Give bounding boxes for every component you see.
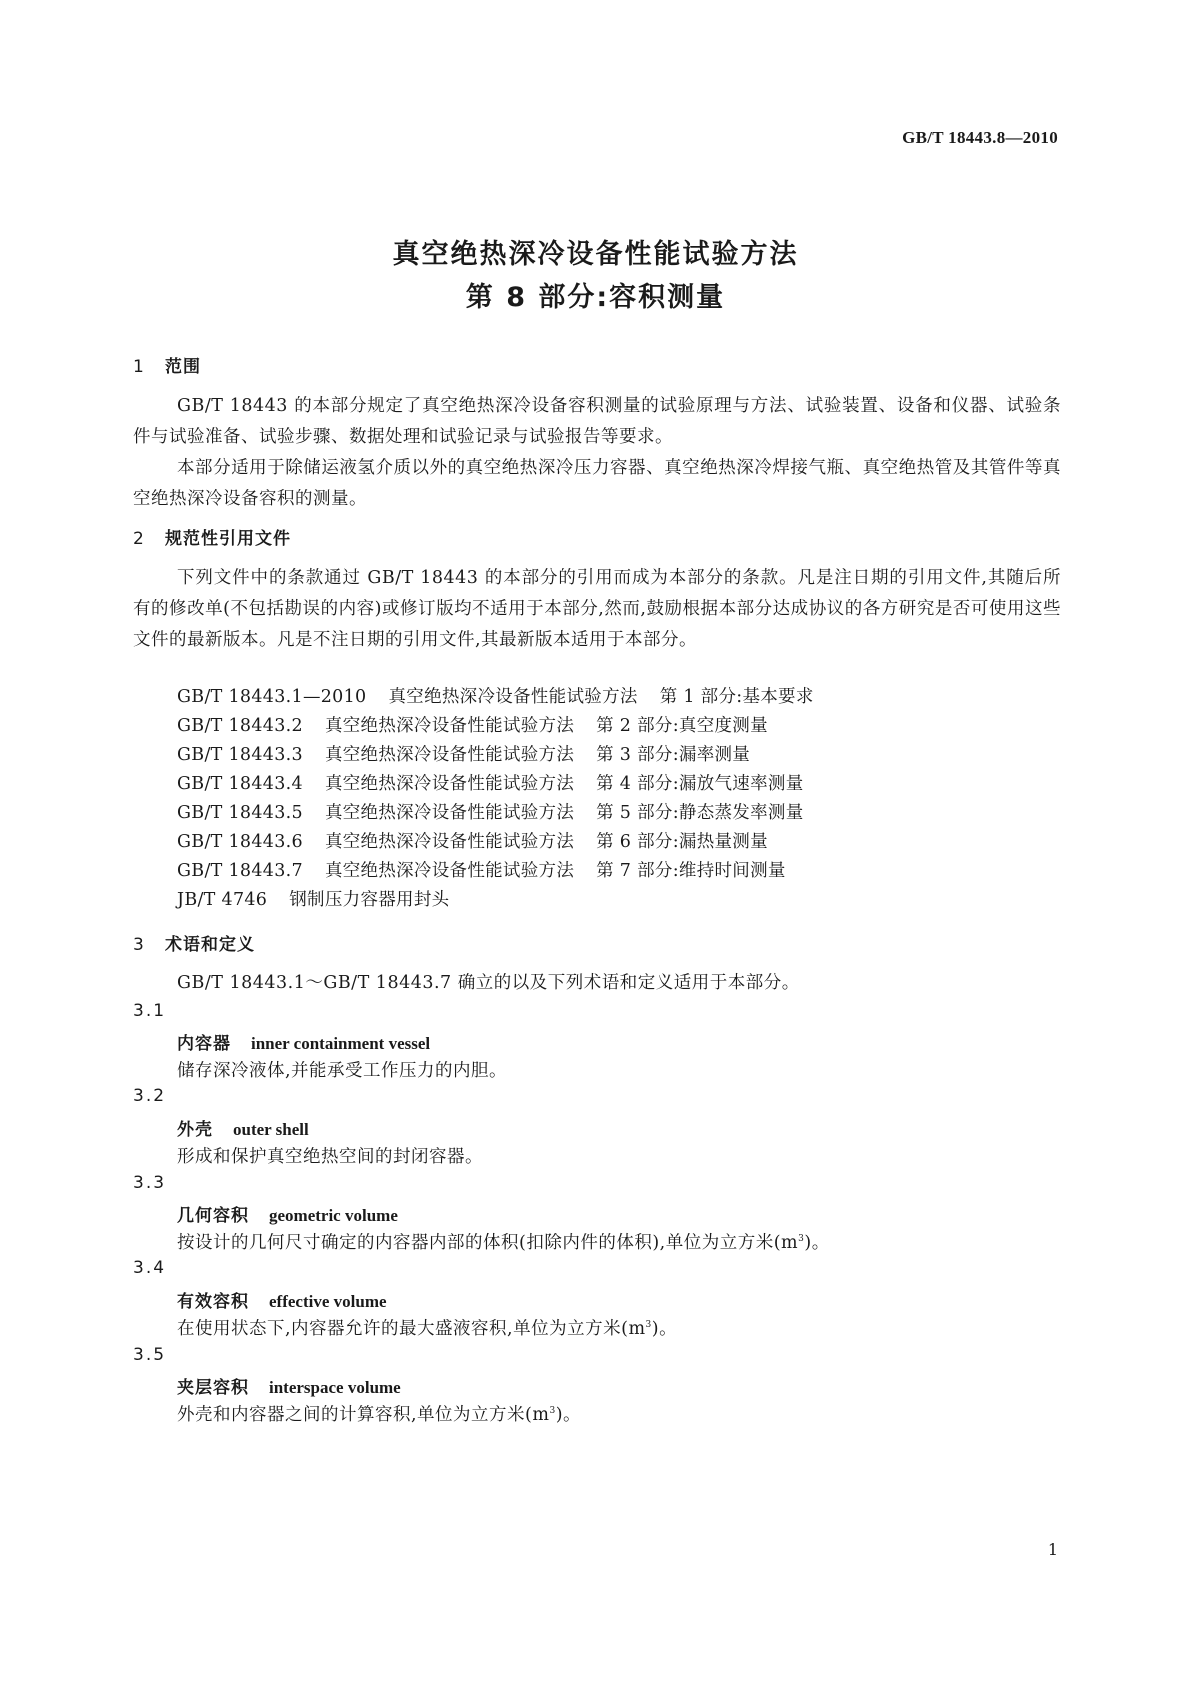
unit-exponent: 3 xyxy=(645,1320,652,1331)
reference-item xyxy=(177,857,786,882)
definition-text: 按设计的几何尺寸确定的内容器内部的体积(扣除内件的体积),单位为立方米(m xyxy=(177,1233,799,1253)
term-entry xyxy=(177,1287,387,1312)
paragraph: 本部分适用于除储运液氢介质以外的真空绝热深冷压力容器、真空绝热深冷焊接气瓶、真空绝热管及其管件等真空绝热深冷设备容积的测量。 xyxy=(133,458,1061,509)
reference-item xyxy=(177,886,449,911)
document-subtitle: 第 8 部分:容积测量 xyxy=(465,282,726,313)
paragraph: GB/T 18443.1～GB/T 18443.7 确立的以及下列术语和定义适用于本部分。 xyxy=(177,973,800,993)
term-english: interspace volume xyxy=(269,1378,401,1397)
definition-text: 外壳和内容器之间的计算容积,单位为立方米(m xyxy=(177,1405,550,1425)
reference-item xyxy=(177,683,814,708)
term-chinese: 内容器 xyxy=(177,1034,231,1054)
term-definition xyxy=(177,1315,677,1340)
section-number: 3 xyxy=(133,935,145,955)
reference-code: GB/T 18443.6 xyxy=(177,832,303,852)
reference-part: 第 2 部分:真空度测量 xyxy=(596,716,768,736)
term-definition xyxy=(177,1401,581,1426)
document-title: 真空绝热深冷设备性能试验方法 xyxy=(392,239,799,270)
term-english: outer shell xyxy=(233,1120,309,1139)
reference-title: 真空绝热深冷设备性能试验方法 xyxy=(324,716,575,736)
section-title: 术语和定义 xyxy=(165,935,255,955)
definition-end: )。 xyxy=(651,1319,678,1339)
term-english: inner containment vessel xyxy=(251,1034,431,1053)
term-english: effective volume xyxy=(269,1292,387,1311)
term-entry xyxy=(177,1029,430,1054)
term-number: 3.1 xyxy=(133,1001,167,1021)
reference-item xyxy=(177,712,768,737)
reference-title: 真空绝热深冷设备性能试验方法 xyxy=(324,861,575,881)
term-definition: 形成和保护真空绝热空间的封闭容器。 xyxy=(177,1147,483,1167)
reference-title: 真空绝热深冷设备性能试验方法 xyxy=(324,832,575,852)
term-chinese: 外壳 xyxy=(177,1120,213,1140)
reference-part: 第 7 部分:维持时间测量 xyxy=(596,861,786,881)
term-definition: 储存深冷液体,并能承受工作压力的内胆。 xyxy=(177,1061,508,1081)
section-title: 范围 xyxy=(165,357,201,377)
reference-item xyxy=(177,799,804,824)
definition-end: )。 xyxy=(555,1405,582,1425)
reference-code: GB/T 18443.3 xyxy=(177,745,303,765)
reference-code: JB/T 4746 xyxy=(177,890,268,910)
reference-part: 第 3 部分:漏率测量 xyxy=(596,745,751,765)
reference-part: 第 1 部分:基本要求 xyxy=(659,687,814,707)
reference-part: 第 6 部分:漏热量测量 xyxy=(596,832,768,852)
reference-part: 第 4 部分:漏放气速率测量 xyxy=(596,774,804,794)
unit-exponent: 3 xyxy=(798,1234,805,1245)
section-heading-normative-references xyxy=(133,524,291,549)
definition-text: 在使用状态下,内容器允许的最大盛液容积,单位为立方米(m xyxy=(177,1319,646,1339)
term-chinese: 夹层容积 xyxy=(177,1378,249,1398)
reference-code: GB/T 18443.5 xyxy=(177,803,303,823)
paragraph: 下列文件中的条款通过 GB/T 18443 的本部分的引用而成为本部分的条款。凡是注日期的引用文件,其随后所有的修改单(不包括勘误的内容)或修订版均不适用于本部分,然而,鼓励根据本部分达成协议的各方研究是否可使用这些文件的最新版本。凡是不注日期的引用文件,其最新版本适用于本部分。 xyxy=(133,568,1061,650)
section-heading-terms xyxy=(133,930,255,955)
definition-end: )。 xyxy=(804,1233,830,1253)
section-heading-scope xyxy=(133,352,201,377)
term-entry xyxy=(177,1201,398,1226)
term-chinese: 有效容积 xyxy=(177,1292,249,1312)
document-number: GB/T 18443.8—2010 xyxy=(902,128,1058,147)
term-chinese: 几何容积 xyxy=(177,1206,249,1226)
reference-code: GB/T 18443.7 xyxy=(177,861,303,881)
section-number: 2 xyxy=(133,529,145,549)
reference-title: 真空绝热深冷设备性能试验方法 xyxy=(324,745,575,765)
reference-code: GB/T 18443.1—2010 xyxy=(177,687,367,707)
term-english: geometric volume xyxy=(269,1206,398,1225)
reference-title: 真空绝热深冷设备性能试验方法 xyxy=(324,774,575,794)
reference-title: 钢制压力容器用封头 xyxy=(289,890,450,910)
term-number: 3.2 xyxy=(133,1086,167,1106)
term-entry xyxy=(177,1115,309,1140)
term-number: 3.3 xyxy=(133,1173,167,1193)
section-number: 1 xyxy=(133,357,145,377)
page-number: 1 xyxy=(1047,1540,1058,1559)
term-entry xyxy=(177,1373,401,1398)
reference-item xyxy=(177,770,804,795)
term-definition xyxy=(177,1229,830,1254)
reference-code: GB/T 18443.2 xyxy=(177,716,303,736)
paragraph: GB/T 18443 的本部分规定了真空绝热深冷设备容积测量的试验原理与方法、试验装置、设备和仪器、试验条件与试验准备、试验步骤、数据处理和试验记录与试验报告等要求。 xyxy=(133,396,1061,447)
section-title: 规范性引用文件 xyxy=(165,529,291,549)
term-number: 3.5 xyxy=(133,1345,167,1365)
unit-exponent: 3 xyxy=(549,1406,556,1417)
term-number: 3.4 xyxy=(133,1258,167,1278)
reference-item xyxy=(177,741,750,766)
reference-item xyxy=(177,828,768,853)
reference-part: 第 5 部分:静态蒸发率测量 xyxy=(596,803,804,823)
reference-title: 真空绝热深冷设备性能试验方法 xyxy=(388,687,638,707)
reference-title: 真空绝热深冷设备性能试验方法 xyxy=(324,803,575,823)
reference-code: GB/T 18443.4 xyxy=(177,774,303,794)
